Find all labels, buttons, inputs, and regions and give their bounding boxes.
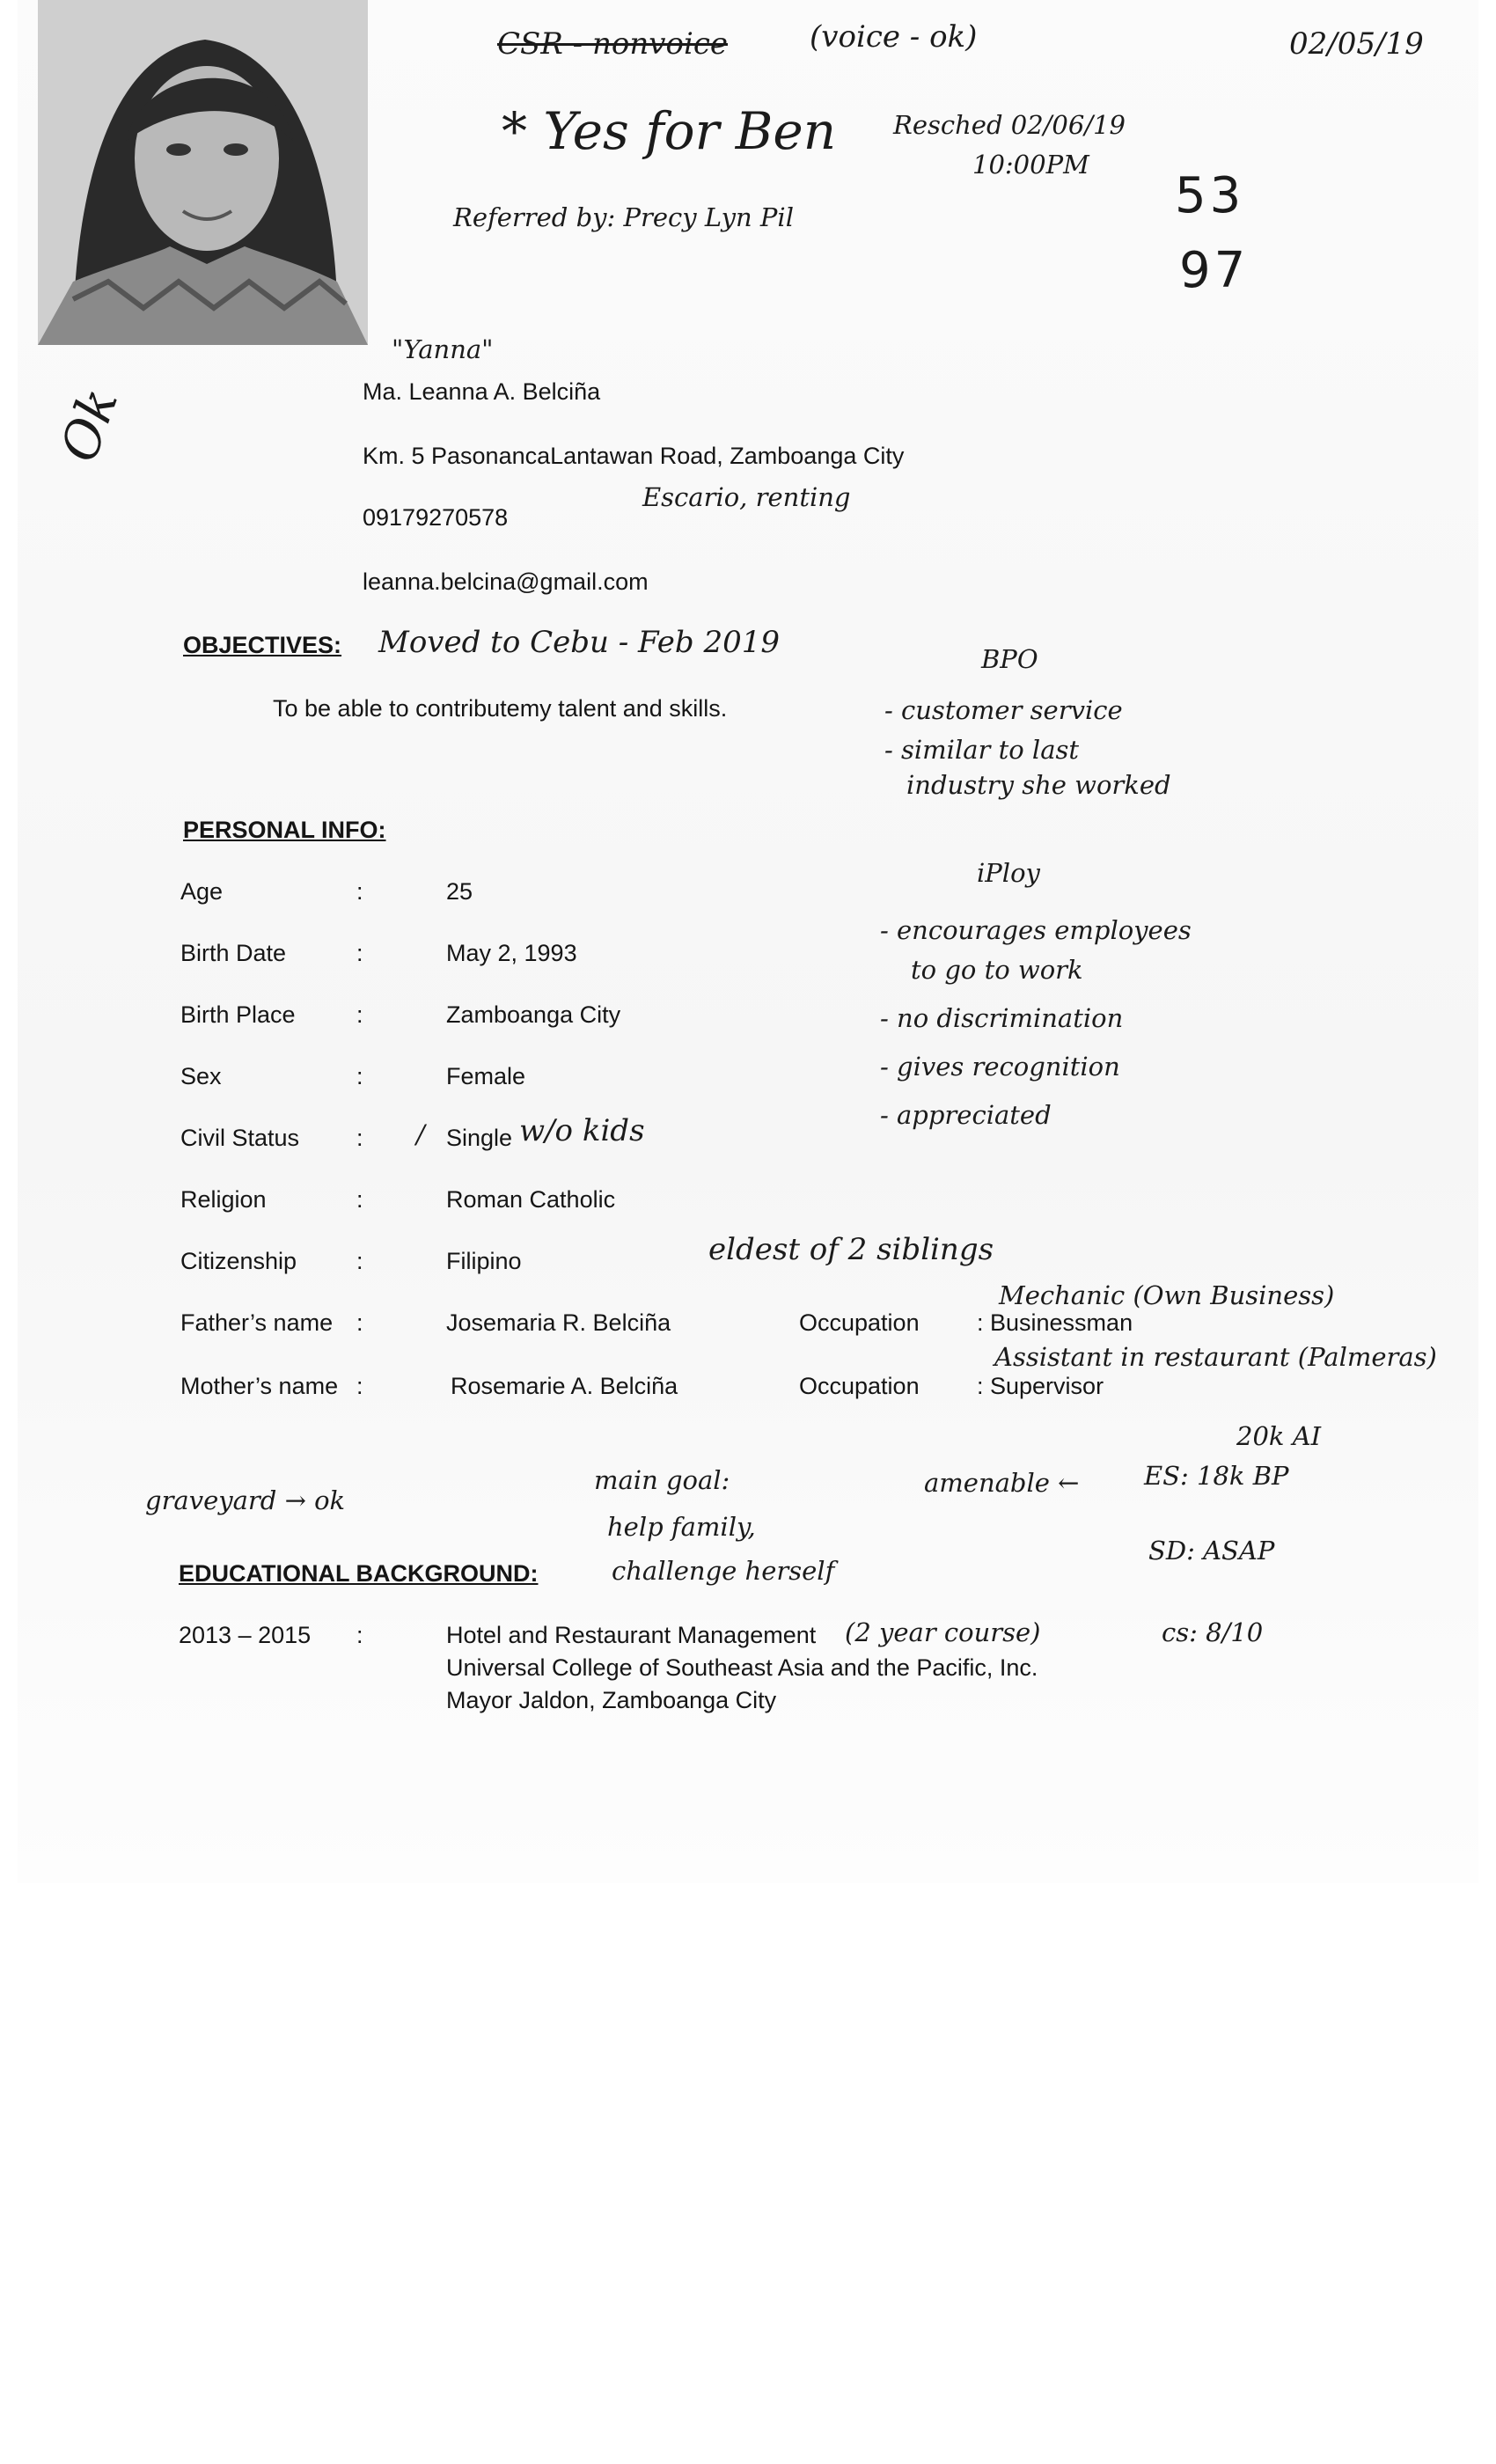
annotation-date: 02/05/19 xyxy=(1289,26,1424,62)
personal-value: Filipino xyxy=(446,1248,522,1274)
annotation-check-mark: / xyxy=(416,1119,425,1149)
personal-sep: : xyxy=(356,1125,363,1151)
annotation-expected-salary: ES: 18k BP xyxy=(1144,1461,1289,1491)
objectives-heading: OBJECTIVES: xyxy=(183,632,342,658)
personal-label: Mother’s name xyxy=(180,1373,339,1399)
annotation-referred-by: Referred by: Precy Lyn Pil xyxy=(453,202,794,232)
annotation-without-kids: w/o kids xyxy=(519,1113,645,1148)
annotation-iploy-4: - gives recognition xyxy=(880,1052,1120,1082)
personal-value: Roman Catholic xyxy=(446,1186,616,1213)
personal-label: Birth Date xyxy=(180,940,287,966)
personal-label: Birth Place xyxy=(180,1001,296,1028)
personal-label: Sex xyxy=(180,1063,222,1089)
annotation-iploy-1: - encourages employees xyxy=(880,915,1192,945)
annotation-voice-ok: (voice - ok) xyxy=(810,19,978,55)
annotation-start-date: SD: ASAP xyxy=(1148,1536,1275,1566)
personal-sep: : xyxy=(356,940,363,966)
personal-value: Single xyxy=(446,1125,513,1151)
personal-sep: : xyxy=(356,1373,363,1399)
personal-sep: : xyxy=(356,1309,363,1336)
applicant-email: leanna.belcina@gmail.com xyxy=(363,568,649,595)
annotation-iploy: iPloy xyxy=(977,858,1040,888)
annotation-bpo-3: industry she worked xyxy=(906,770,1171,800)
personal-sep: : xyxy=(356,1063,363,1089)
annotation-location: Escario, renting xyxy=(642,482,851,512)
personal-sep: : xyxy=(356,1186,363,1213)
applicant-address: Km. 5 PasonancaLantawan Road, Zamboanga City xyxy=(363,443,905,469)
annotation-course-length: (2 year course) xyxy=(845,1617,1041,1647)
personal-label: Civil Status xyxy=(180,1125,300,1151)
annotation-siblings: eldest of 2 siblings xyxy=(708,1232,994,1267)
objective-text: To be able to contributemy talent and skills. xyxy=(273,695,728,722)
personal-sep: : xyxy=(356,1001,363,1028)
education-heading: EDUCATIONAL BACKGROUND: xyxy=(179,1560,539,1587)
annotation-csr-nonvoice: CSR - nonvoice xyxy=(497,26,728,62)
education-school: Universal College of Southeast Asia and the Pacific, Inc. xyxy=(446,1654,1038,1681)
personal-sep: : xyxy=(356,878,363,905)
annotation-cs-rating: cs: 8/10 xyxy=(1162,1617,1264,1647)
annotation-iploy-3: - no discrimination xyxy=(880,1003,1124,1033)
occupation-value: : Businessman xyxy=(977,1309,1133,1336)
occupation-label: Occupation xyxy=(799,1373,920,1399)
annotation-number-53: 53 xyxy=(1175,167,1245,224)
personal-label: Age xyxy=(180,878,224,905)
personal-sep: : xyxy=(356,1248,363,1274)
annotation-iploy-2: to go to work xyxy=(911,955,1083,985)
annotation-yes-for-ben: * Yes for Ben xyxy=(502,101,837,161)
annotation-resched-time: 10:00PM xyxy=(972,150,1089,180)
personal-value: 25 xyxy=(446,878,473,905)
annotation-graveyard: graveyard → ok xyxy=(145,1485,346,1515)
annotation-resched-date: Resched 02/06/19 xyxy=(893,110,1126,140)
annotation-goal-2: challenge herself xyxy=(612,1556,835,1586)
applicant-name: Ma. Leanna A. Belciña xyxy=(363,378,601,405)
annotation-amenable: amenable ← xyxy=(924,1468,1080,1498)
annotation-ok-side: Ok xyxy=(48,380,130,470)
personal-value: Female xyxy=(446,1063,526,1089)
personal-value: Zamboanga City xyxy=(446,1001,621,1028)
annotation-salary-ai: 20k AI xyxy=(1236,1421,1322,1451)
personal-value: May 2, 1993 xyxy=(446,940,577,966)
applicant-photo xyxy=(38,0,368,345)
education-course: Hotel and Restaurant Management xyxy=(446,1622,817,1648)
annotation-iploy-5: - appreciated xyxy=(880,1100,1052,1130)
annotation-main-goal: main goal: xyxy=(594,1465,730,1495)
personal-label: Father’s name xyxy=(180,1309,334,1336)
occupation-value: : Supervisor xyxy=(977,1373,1104,1399)
annotation-number-97: 97 xyxy=(1179,242,1250,299)
applicant-phone: 09179270578 xyxy=(363,504,509,531)
annotation-bpo: BPO xyxy=(981,644,1038,674)
education-location: Mayor Jaldon, Zamboanga City xyxy=(446,1687,777,1713)
personal-value: Rosemarie A. Belciña xyxy=(451,1373,678,1399)
annotation-goal-1: help family, xyxy=(607,1512,756,1542)
personal-value: Josemaria R. Belciña xyxy=(446,1309,671,1336)
occupation-label: Occupation xyxy=(799,1309,920,1336)
annotation-father-occupation: Mechanic (Own Business) xyxy=(999,1280,1335,1310)
personal-label: Citizenship xyxy=(180,1248,297,1274)
annotation-nickname: "Yanna" xyxy=(392,334,494,364)
annotation-mother-occupation: Assistant in restaurant (Palmeras) xyxy=(994,1342,1437,1372)
annotation-bpo-1: - customer service xyxy=(884,695,1123,725)
annotation-bpo-2: - similar to last xyxy=(884,735,1080,765)
personal-label: Religion xyxy=(180,1186,267,1213)
annotation-moved-to-cebu: Moved to Cebu - Feb 2019 xyxy=(378,625,780,660)
education-years: 2013 – 2015 xyxy=(179,1622,312,1648)
personal-info-heading: PERSONAL INFO: xyxy=(183,817,386,843)
education-sep: : xyxy=(356,1622,363,1648)
